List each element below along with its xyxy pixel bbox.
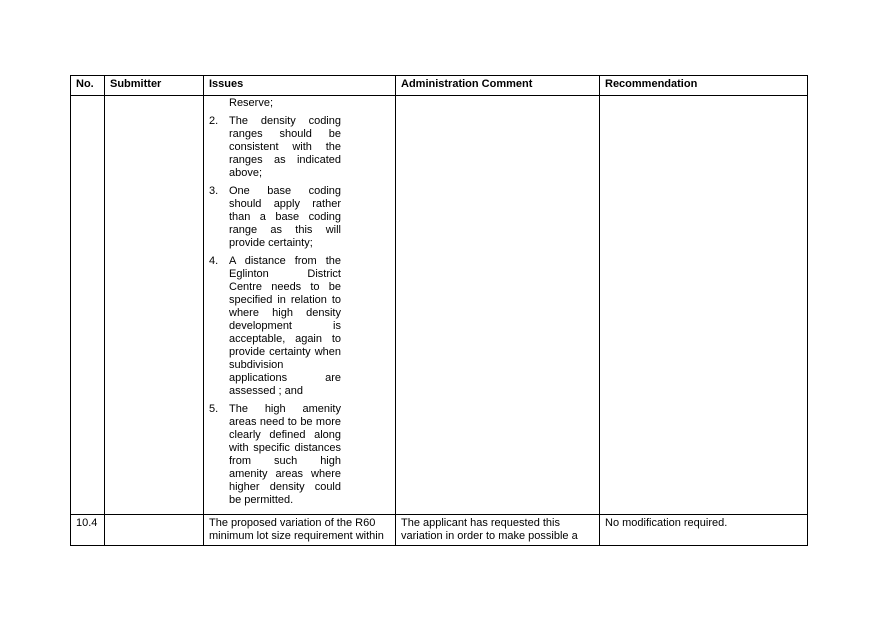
cell-recommendation: No modification required. <box>600 515 808 546</box>
list-item <box>209 185 390 250</box>
point-number: 2. <box>209 115 219 127</box>
submissions-table <box>70 75 808 546</box>
point-text: The high amenity areas need to be more clearly defined along with specific distances from such high amenity areas where higher density could be permitted. <box>229 403 341 506</box>
list-item <box>209 403 390 507</box>
point-number: 4. <box>209 255 219 267</box>
header-submitter: Submitter <box>105 76 204 96</box>
table-row <box>71 96 808 515</box>
cell-administration-comment: The applicant has requested this variation in order to make possible a <box>396 515 600 546</box>
cell-submitter <box>105 515 204 546</box>
header-administration-comment: Administration Comment <box>396 76 600 96</box>
list-item <box>209 255 390 398</box>
cell-issues <box>204 96 396 515</box>
cell-issues: The proposed variation of the R60 minimum lot size requirement within <box>204 515 396 546</box>
cell-number <box>71 96 105 515</box>
table-header-row <box>71 76 808 96</box>
cell-recommendation <box>600 96 808 515</box>
point-text: One base coding should apply rather than a base coding range as this will provide certainty; <box>229 185 341 249</box>
point-number: 5. <box>209 403 219 415</box>
issues-carryover-text: Reserve; <box>229 97 274 109</box>
issues-point-list <box>209 115 390 507</box>
table-row <box>71 515 808 546</box>
header-no: No. <box>71 76 105 96</box>
header-recommendation: Recommendation <box>600 76 808 96</box>
point-text: A distance from the Eglinton District Centre needs to be specified in relation to where high density development is acceptable, again to provide certainty when subdivision applications are assessed ; and <box>229 255 341 397</box>
point-text: The density coding ranges should be consistent with the ranges as indicated above; <box>229 115 341 179</box>
header-issues: Issues <box>204 76 396 96</box>
cell-submitter <box>105 96 204 515</box>
cell-number: 10.4 <box>71 515 105 546</box>
list-item <box>209 115 390 180</box>
point-number: 3. <box>209 185 219 197</box>
cell-administration-comment <box>396 96 600 515</box>
